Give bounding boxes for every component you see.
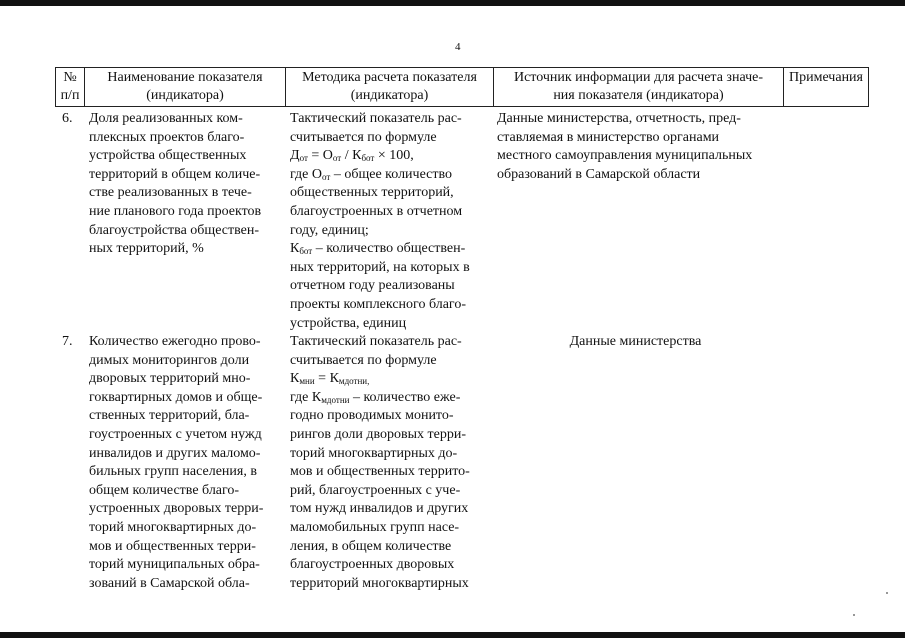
row7-formula: $К_{мни} = К_{мдотни,}$ (290, 371, 370, 387)
header-name: Наименование показателя (индикатора) (84, 67, 285, 107)
header-num: № п/п (55, 67, 84, 107)
row6-source: Данные министерства, отчетность, пред- ставляемая в министерство органами местного самоуправления муниципальных образований в Самарской области (497, 111, 753, 182)
row7-source: Данные министерства (569, 334, 702, 349)
header-source: Источник информации для расчета значе- ния показателя (индикатора) (493, 67, 783, 107)
top-border (0, 0, 905, 6)
row6-number: 6. (62, 111, 73, 126)
row7-number: 7. (62, 334, 73, 349)
header-notes: Примечания (783, 67, 869, 107)
row6-formula: $Д_{от} = О_{от} / К_{бот} \times 100$, (290, 148, 414, 164)
scan-speck (886, 592, 888, 594)
row6-method: Тактический показатель рас- считывается по формуле $Д_{от} = О_{от} / К_{бот} \times 100$, где $О_{от}$ – общее количество общественных территорий, благоустроенных в отчетном году, единиц; $К_{бот}$ – количество обществен- ных территорий, на которых в отчетном году реализованы проекты комплексного благо- устройства, единиц (290, 110, 487, 333)
row7-method: Тактический показатель рас- считывается по формуле $К_{мни} = К_{мдотни,}$ где $К_{мдотни}$ – количество еже- годно проводимых монито- рингов доли дворовых терри- торий многоквартирных до- мов и общественных террито- рий, благоустроенных с уче- том нужд инвалидов и других маломобильных групп насе- ления, в общем количестве благоустроенных дворовых территорий многоквартирных (290, 333, 487, 593)
bottom-border (0, 632, 905, 638)
page-number: 4 (455, 41, 461, 53)
scan-speck (853, 614, 855, 616)
row7-indicator-name: Количество ежегодно прово- димых мониторингов доли дворовых территорий мно- гоквартирных домов и обще- ственных территорий, бла- гоустроенных с учетом нужд инвалидов и других маломо- бильных групп населения, в общем количестве благо- устроенных дворовых терри- торий многоквартирных до- мов и общественных терри- торий муниципальных обра- зований в Самарской обла- (89, 334, 264, 591)
row6-indicator-name: Доля реализованных ком- плексных проектов благо- устройства общественных территорий в общем количе- стве реализованных в тече- ние планового года проектов благоустройства обществен- ных территорий, % (89, 111, 262, 257)
header-method: Методика расчета показателя (индикатора) (285, 67, 493, 107)
